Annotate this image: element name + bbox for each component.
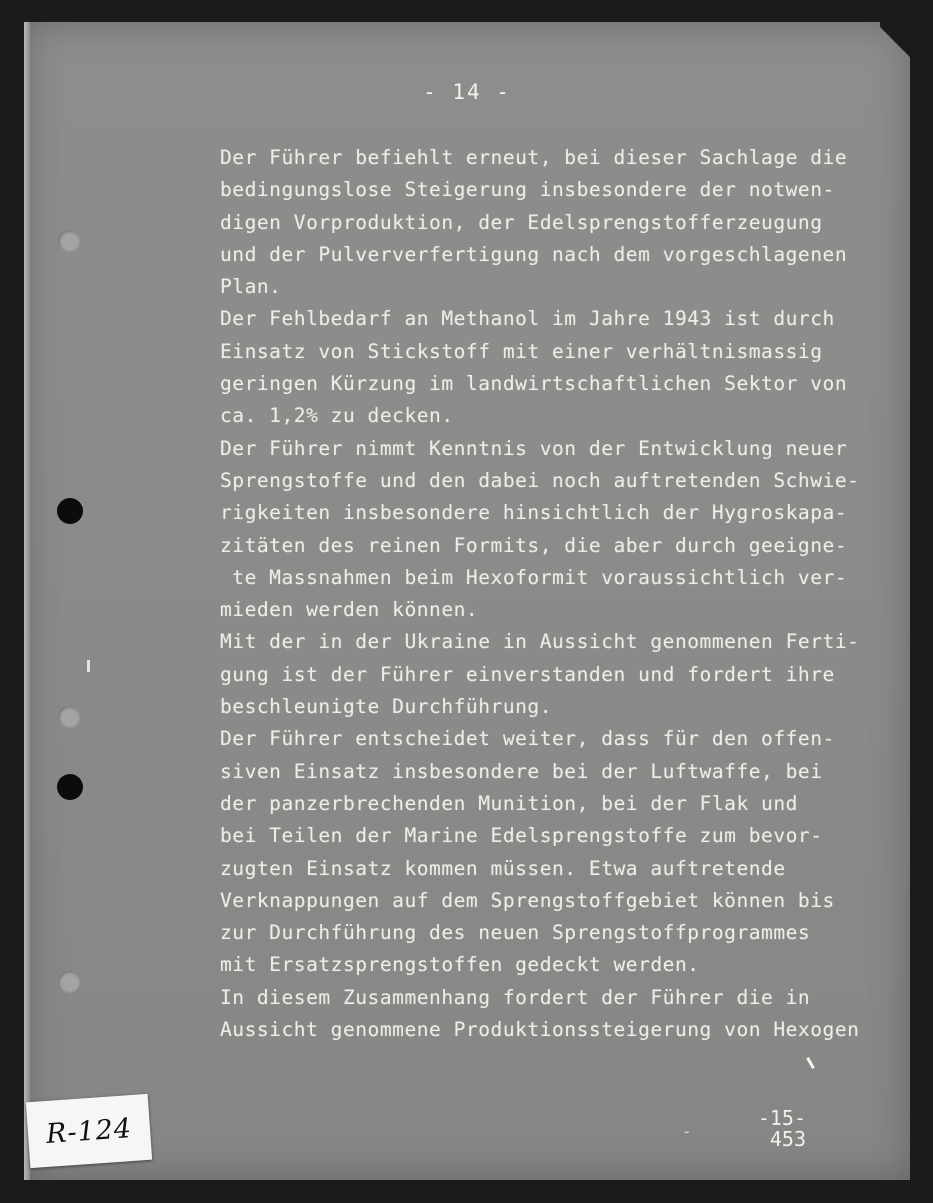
document-page (24, 22, 910, 1180)
text-line: digen Vorproduktion, der Edelsprengstofferzeugung (220, 210, 823, 234)
text-line: te Massnahmen beim Hexoformit voraussichtlich ver- (220, 565, 848, 589)
text-line: zitäten des reinen Formits, die aber durch geeigne- (220, 533, 848, 557)
page-corner (880, 22, 910, 62)
text-line: bei Teilen der Marine Edelsprengstoffe zum bevor- (220, 824, 823, 848)
text-line: Der Führer nimmt Kenntnis von der Entwicklung neuer (220, 436, 848, 460)
punch-hole (58, 706, 80, 728)
next-page-marker: -15- (757, 1106, 806, 1130)
text-line: bedingungslose Steigerung insbesondere der notwen- (220, 178, 835, 202)
punch-hole (57, 498, 83, 524)
punch-hole (58, 230, 80, 252)
stray-mark (87, 660, 90, 672)
text-line: beschleunigte Durchführung. (220, 695, 553, 719)
archive-label-card (26, 1094, 152, 1168)
text-line: In diesem Zusammenhang fordert der Führer die in (220, 985, 811, 1009)
archive-label-text: R-124 (45, 1112, 133, 1150)
text-line: und der Pulververfertigung nach dem vorgeschlagenen (220, 242, 848, 266)
text-line: rigkeiten insbesondere hinsichtlich der Hygroskapa- (220, 501, 848, 525)
text-line: Aussicht genommene Produktionssteigerung von Hexogen (220, 1018, 860, 1042)
footer-dash: - (682, 1122, 692, 1141)
punch-hole (58, 971, 80, 993)
typed-body-text (220, 142, 870, 1046)
page-number-header: - 14 - (423, 80, 511, 104)
page-left-edge (24, 22, 30, 1180)
footer-page-numbers (758, 1108, 806, 1150)
punch-hole (57, 774, 83, 800)
text-line: siven Einsatz insbesondere bei der Luftwaffe, bei (220, 759, 823, 783)
text-line: Einsatz von Stickstoff mit einer verhältnismassig (220, 339, 823, 363)
text-line: der panzerbrechenden Munition, bei der Flak und (220, 791, 798, 815)
text-line: Sprengstoffe und den dabei noch auftretenden Schwie- (220, 468, 860, 492)
text-line: Der Führer entscheidet weiter, dass für den offen- (220, 727, 835, 751)
text-line: ca. 1,2% zu decken. (220, 404, 454, 428)
text-line: gung ist der Führer einverstanden und fordert ihre (220, 662, 835, 686)
stray-mark (806, 1057, 815, 1069)
text-line: zur Durchführung des neuen Sprengstoffprogrammes (220, 921, 811, 945)
text-line: Mit der in der Ukraine in Aussicht genommenen Ferti- (220, 630, 860, 654)
text-line: mieden werden können. (220, 598, 479, 622)
archive-page-number: 453 (769, 1127, 806, 1151)
text-line: geringen Kürzung im landwirtschaftlichen Sektor von (220, 372, 848, 396)
text-line: Der Führer befiehlt erneut, bei dieser Sachlage die (220, 146, 848, 169)
text-line: Plan. (220, 275, 282, 299)
text-line: Der Fehlbedarf an Methanol im Jahre 1943 ist durch (220, 307, 835, 331)
text-line: zugten Einsatz kommen müssen. Etwa auftretende (220, 856, 786, 880)
text-line: Verknappungen auf dem Sprengstoffgebiet können bis (220, 888, 835, 912)
text-line: mit Ersatzsprengstoffen gedeckt werden. (220, 953, 700, 977)
